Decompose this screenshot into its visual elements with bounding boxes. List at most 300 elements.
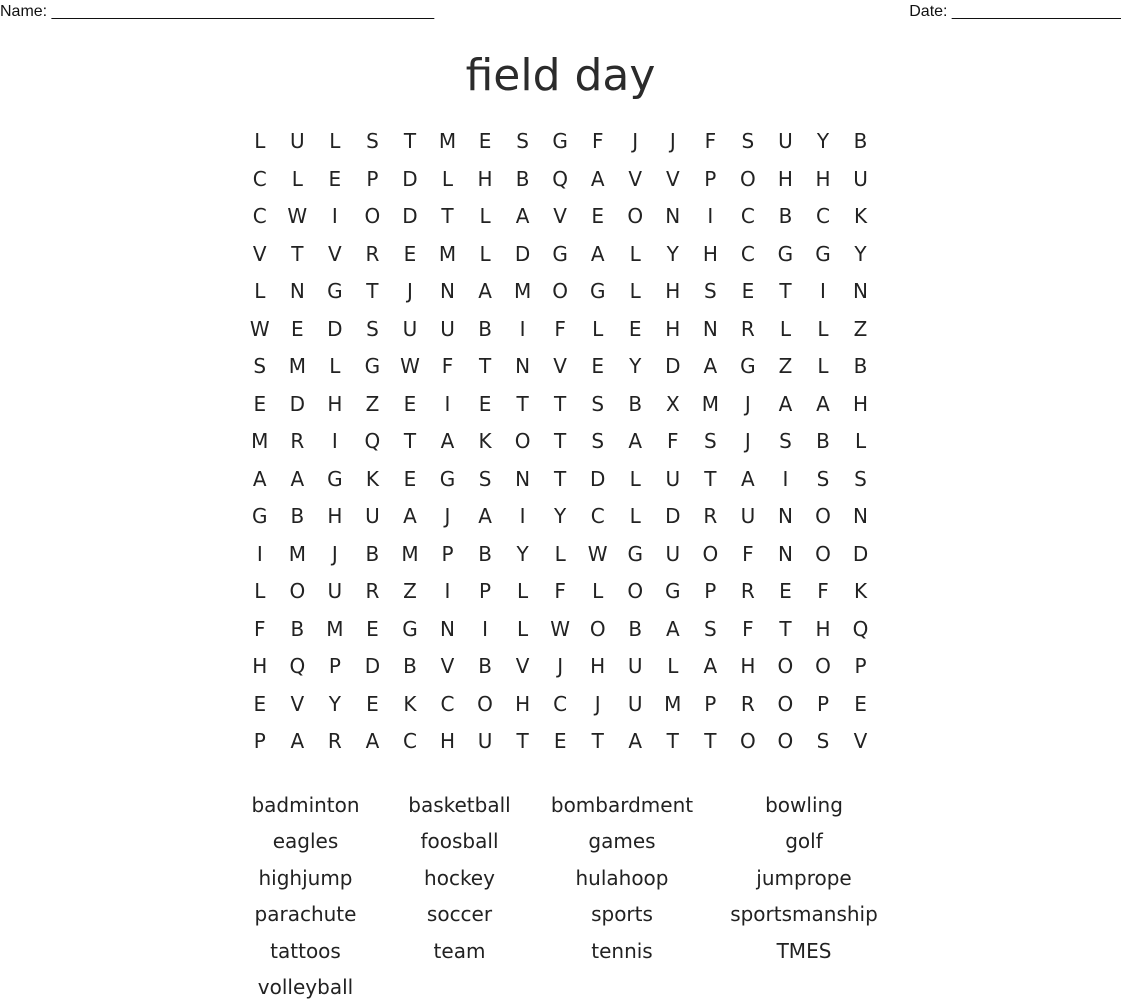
grid-letter: T [704, 729, 717, 753]
grid-letter: L [329, 129, 341, 153]
page-title: field day [465, 50, 656, 101]
grid-letter: G [589, 279, 606, 303]
grid-letter: O [627, 204, 644, 228]
grid-letter: V [553, 354, 567, 378]
grid-letter: J [744, 429, 751, 453]
grid-letter: E [403, 466, 417, 491]
grid-letter: A [590, 241, 605, 266]
grid-letter: E [478, 391, 492, 416]
grid-letter: T [403, 429, 417, 453]
grid-letter: P [704, 166, 717, 191]
grid-letter: I [331, 429, 338, 453]
grid-letter: B [478, 654, 492, 678]
grid-letter: A [365, 729, 380, 753]
word-list-item: sportsmanship [730, 902, 878, 927]
grid-letter: R [740, 579, 755, 603]
grid-letter: S [703, 279, 717, 303]
grid-letter: H [853, 391, 869, 416]
word-list-item: bowling [765, 793, 843, 817]
grid-letter: M [326, 616, 344, 641]
grid-letter: B [853, 354, 868, 378]
grid-letter: L [629, 504, 641, 528]
grid-letter: E [253, 391, 267, 416]
grid-letter: B [403, 654, 417, 678]
grid-letter: S [366, 129, 379, 153]
grid-letter: S [703, 616, 717, 641]
grid-letter: E [366, 616, 379, 641]
grid-letter: N [853, 504, 868, 528]
grid-letter: T [403, 129, 417, 153]
grid-letter: Y [666, 241, 679, 266]
grid-letter: A [665, 616, 680, 641]
grid-letter: C [740, 241, 755, 266]
word-list-item: tennis [591, 938, 653, 963]
grid-letter: I [256, 541, 263, 566]
grid-letter: L [254, 279, 266, 303]
grid-row [241, 348, 879, 386]
grid-letter: A [778, 391, 793, 416]
grid-letter: L [629, 279, 641, 303]
word-list-item: jumprope [756, 865, 852, 890]
grid-letter: B [290, 504, 305, 528]
word-search-grid [241, 123, 879, 761]
grid-row [241, 498, 879, 536]
grid-letter: C [815, 204, 830, 228]
grid-letter: H [477, 166, 493, 191]
grid-letter: O [777, 729, 794, 753]
grid-letter: J [594, 691, 601, 716]
grid-letter: E [478, 129, 492, 153]
grid-letter: B [478, 541, 492, 566]
grid-letter: D [589, 466, 606, 491]
grid-letter: T [291, 241, 304, 266]
grid-letter: L [441, 166, 454, 191]
grid-letter: I [707, 204, 714, 228]
grid-row [241, 386, 879, 424]
grid-letter: J [331, 541, 338, 566]
word-list-item: sports [591, 902, 653, 927]
grid-letter: U [365, 504, 380, 528]
grid-letter: I [782, 466, 789, 491]
grid-letter: Z [365, 391, 380, 416]
grid-letter: O [740, 729, 756, 753]
grid-letter: P [704, 579, 717, 603]
word-list [224, 787, 896, 1005]
grid-letter: G [439, 466, 456, 491]
grid-letter: A [290, 466, 305, 491]
grid-letter: A [515, 204, 530, 228]
grid-letter: C [402, 729, 417, 753]
grid-letter: S [816, 466, 830, 491]
grid-letter: F [441, 354, 454, 378]
grid-letter: T [478, 354, 492, 378]
grid-letter: Y [516, 541, 529, 566]
grid-letter: S [366, 316, 379, 341]
grid-letter: N [515, 466, 531, 491]
grid-letter: S [816, 729, 830, 753]
grid-letter: O [289, 579, 306, 603]
grid-letter: L [554, 541, 566, 566]
grid-letter: G [665, 579, 681, 603]
grid-letter: C [590, 504, 605, 528]
grid-letter: U [327, 579, 343, 603]
grid-letter: J [632, 129, 639, 153]
grid-letter: C [553, 691, 568, 716]
grid-letter: D [402, 166, 418, 191]
grid-letter: G [740, 354, 756, 378]
grid-letter: R [365, 241, 380, 266]
grid-letter: H [590, 654, 606, 678]
grid-letter: R [740, 691, 755, 716]
grid-letter: M [664, 691, 682, 716]
grid-letter: E [253, 691, 267, 716]
grid-letter: D [514, 241, 531, 266]
grid-letter: S [779, 429, 792, 453]
grid-letter: N [440, 616, 455, 641]
grid-letter: K [403, 691, 417, 716]
grid-letter: V [290, 691, 305, 716]
grid-letter: S [253, 354, 267, 378]
grid-letter: M [701, 391, 719, 416]
grid-letter: T [779, 279, 792, 303]
grid-letter: N [777, 504, 793, 528]
grid-letter: A [478, 504, 492, 528]
grid-letter: F [591, 129, 604, 153]
grid-letter: A [252, 466, 267, 491]
grid-row [241, 648, 879, 686]
grid-letter: P [704, 691, 717, 716]
grid-letter: G [552, 129, 568, 153]
grid-letter: W [400, 354, 420, 378]
grid-letter: T [704, 466, 717, 491]
grid-letter: B [816, 429, 830, 453]
grid-letter: O [777, 691, 794, 716]
grid-letter: A [628, 729, 643, 753]
grid-letter: L [479, 241, 491, 266]
grid-letter: K [365, 466, 379, 491]
grid-letter: Z [403, 579, 417, 603]
grid-letter: L [817, 316, 829, 341]
word-list-item: soccer [426, 902, 493, 927]
grid-letter: E [628, 316, 642, 341]
grid-letter: B [628, 391, 643, 416]
grid-letter: Y [629, 354, 642, 378]
grid-letter: S [478, 466, 492, 491]
grid-letter: T [366, 279, 379, 303]
grid-letter: G [777, 241, 794, 266]
grid-letter: Q [852, 616, 869, 641]
grid-letter: L [479, 204, 491, 228]
grid-letter: E [741, 279, 755, 303]
grid-letter: J [407, 279, 413, 303]
grid-letter: B [365, 541, 380, 566]
word-list-item: highjump [258, 865, 353, 890]
grid-letter: G [402, 616, 418, 641]
grid-row [241, 311, 879, 349]
grid-letter: T [516, 391, 529, 416]
grid-letter: E [779, 579, 792, 603]
name-field-label: Name: ___________________________________________ [0, 3, 435, 20]
grid-letter: K [853, 204, 868, 228]
word-list-item: badminton [251, 793, 360, 817]
word-list-item: TMES [776, 938, 832, 963]
grid-letter: Q [552, 166, 569, 191]
grid-letter: V [328, 241, 342, 266]
grid-letter: N [853, 279, 868, 303]
grid-letter: H [515, 691, 531, 716]
grid-letter: K [478, 429, 492, 453]
grid-letter: E [366, 691, 379, 716]
grid-letter: U [627, 654, 643, 678]
grid-letter: M [438, 129, 457, 153]
grid-row [241, 236, 879, 274]
grid-letter: H [777, 166, 793, 191]
grid-letter: R [740, 316, 755, 341]
grid-letter: M [513, 279, 532, 303]
grid-letter: A [816, 391, 830, 416]
grid-letter: H [665, 279, 681, 303]
grid-letter: A [741, 466, 755, 491]
grid-letter: L [254, 129, 266, 153]
grid-letter: E [591, 354, 605, 378]
grid-letter: Y [554, 504, 567, 528]
grid-letter: H [815, 166, 831, 191]
grid-letter: R [703, 504, 718, 528]
grid-letter: I [482, 616, 488, 641]
grid-letter: W [587, 541, 608, 566]
grid-letter: U [665, 466, 681, 491]
grid-letter: S [854, 466, 867, 491]
grid-letter: W [287, 204, 308, 228]
grid-letter: G [252, 504, 268, 528]
grid-letter: D [327, 316, 343, 341]
grid-letter: B [478, 316, 492, 341]
grid-letter: D [665, 354, 681, 378]
grid-letter: X [665, 391, 680, 416]
grid-letter: H [439, 729, 456, 753]
word-list-item: eagles [272, 829, 339, 854]
grid-letter: G [364, 354, 381, 378]
grid-letter: I [519, 316, 526, 341]
grid-letter: C [740, 204, 755, 228]
grid-letter: E [403, 391, 417, 416]
grid-letter: M [438, 241, 457, 266]
grid-letter: L [592, 579, 604, 603]
grid-letter: L [854, 429, 867, 453]
word-list-item: parachute [254, 902, 357, 927]
grid-letter: S [516, 129, 529, 153]
grid-letter: P [328, 654, 341, 678]
grid-letter: V [628, 166, 643, 191]
grid-letter: L [254, 579, 266, 603]
word-list-item: golf [785, 829, 823, 854]
grid-letter: U [665, 541, 681, 566]
grid-letter: U [778, 129, 793, 153]
grid-letter: O [477, 691, 493, 716]
grid-letter: U [477, 729, 493, 753]
grid-row [241, 123, 879, 161]
grid-letter: V [853, 729, 868, 753]
grid-row [241, 573, 879, 611]
grid-letter: E [591, 204, 605, 228]
grid-letter: J [444, 504, 451, 528]
grid-letter: P [854, 654, 867, 678]
grid-letter: Y [854, 241, 867, 266]
grid-letter: E [553, 729, 567, 753]
grid-letter: I [820, 279, 826, 303]
grid-letter: F [742, 541, 754, 566]
grid-letter: A [628, 429, 643, 453]
grid-letter: B [628, 616, 643, 641]
grid-letter: H [252, 654, 268, 678]
grid-letter: O [815, 654, 831, 678]
grid-letter: T [554, 466, 567, 491]
word-list-item: games [588, 829, 656, 854]
grid-letter: M [288, 541, 306, 566]
grid-letter: L [592, 316, 604, 341]
grid-letter: Z [853, 316, 868, 341]
grid-letter: G [327, 279, 343, 303]
grid-letter: T [554, 391, 567, 416]
grid-letter: O [777, 654, 794, 678]
grid-letter: O [740, 166, 756, 191]
grid-letter: V [252, 241, 267, 266]
grid-letter: V [515, 654, 530, 678]
grid-letter: T [591, 729, 604, 753]
grid-letter: R [327, 729, 342, 753]
grid-letter: C [440, 691, 455, 716]
grid-letter: L [329, 354, 341, 378]
grid-letter: S [591, 429, 605, 453]
word-list-item: tattoos [270, 938, 341, 963]
grid-letter: F [254, 616, 266, 641]
grid-letter: T [666, 729, 679, 753]
grid-letter: N [515, 354, 531, 378]
grid-letter: J [669, 129, 676, 153]
grid-letter: E [854, 691, 867, 716]
grid-letter: F [742, 616, 754, 641]
grid-letter: L [667, 654, 679, 678]
grid-letter: L [817, 354, 829, 378]
grid-letter: D [289, 391, 306, 416]
grid-letter: S [703, 429, 717, 453]
grid-letter: T [779, 616, 792, 641]
grid-letter: B [290, 616, 305, 641]
grid-letter: Y [328, 691, 341, 716]
grid-letter: H [327, 504, 343, 528]
grid-letter: G [327, 466, 343, 491]
grid-letter: U [440, 316, 455, 341]
grid-letter: W [550, 616, 571, 641]
grid-letter: U [627, 691, 643, 716]
grid-letter: S [591, 391, 605, 416]
grid-row [241, 423, 879, 461]
grid-letter: O [514, 429, 531, 453]
grid-letter: P [479, 579, 492, 603]
grid-letter: F [554, 579, 566, 603]
grid-letter: N [702, 316, 718, 341]
grid-letter: A [440, 429, 455, 453]
grid-letter: P [816, 691, 829, 716]
grid-row [241, 461, 879, 499]
grid-letter: M [251, 429, 269, 453]
grid-letter: Q [364, 429, 381, 453]
grid-letter: D [852, 541, 869, 566]
grid-letter: E [403, 241, 417, 266]
word-list-item: team [433, 938, 486, 963]
grid-letter: F [817, 579, 829, 603]
grid-letter: T [441, 204, 454, 228]
grid-letter: L [629, 466, 641, 491]
date-field-label: Date: ___________________ [909, 3, 1121, 20]
grid-letter: T [554, 429, 567, 453]
grid-letter: R [365, 579, 380, 603]
grid-letter: C [252, 166, 267, 191]
word-list-item: hockey [424, 865, 495, 890]
grid-letter: I [331, 204, 338, 228]
grid-letter: H [702, 241, 718, 266]
grid-letter: L [629, 241, 641, 266]
grid-letter: I [519, 504, 526, 528]
grid-letter: H [665, 316, 681, 341]
grid-letter: L [779, 316, 791, 341]
grid-letter: D [665, 504, 681, 528]
grid-letter: I [444, 391, 451, 416]
grid-letter: Y [816, 129, 830, 153]
grid-letter: B [515, 166, 530, 191]
grid-letter: M [288, 354, 306, 378]
grid-letter: G [815, 241, 831, 266]
grid-letter: J [557, 654, 564, 678]
grid-letter: A [290, 729, 305, 753]
grid-letter: E [291, 316, 304, 341]
grid-letter: S [741, 129, 755, 153]
grid-letter: P [366, 166, 379, 191]
grid-letter: D [402, 204, 418, 228]
word-list-item: bombardment [550, 793, 694, 817]
grid-letter: V [440, 654, 455, 678]
grid-letter: L [517, 616, 529, 641]
grid-letter: B [778, 204, 793, 228]
grid-letter: M [401, 541, 419, 566]
grid-letter: F [704, 129, 717, 153]
grid-row [241, 198, 879, 236]
word-list-item: volleyball [257, 974, 354, 999]
word-list-item: basketball [408, 793, 511, 817]
grid-letter: O [815, 541, 831, 566]
grid-letter: H [740, 654, 756, 678]
grid-letter: U [290, 129, 305, 153]
grid-row [241, 273, 879, 311]
grid-letter: W [249, 316, 270, 341]
grid-letter: I [444, 579, 451, 603]
grid-row [241, 611, 879, 649]
grid-letter: O [815, 504, 831, 528]
grid-letter: F [667, 429, 679, 453]
grid-letter: A [703, 654, 718, 678]
grid-letter: V [665, 166, 680, 191]
grid-letter: N [777, 541, 793, 566]
grid-letter: N [665, 204, 681, 228]
grid-letter: C [252, 204, 267, 228]
grid-letter: T [516, 729, 529, 753]
grid-letter: O [589, 616, 606, 641]
grid-letter: A [478, 279, 492, 303]
grid-row [241, 161, 879, 199]
grid-letter: N [289, 279, 305, 303]
grid-letter: N [440, 279, 455, 303]
grid-letter: O [364, 204, 381, 228]
